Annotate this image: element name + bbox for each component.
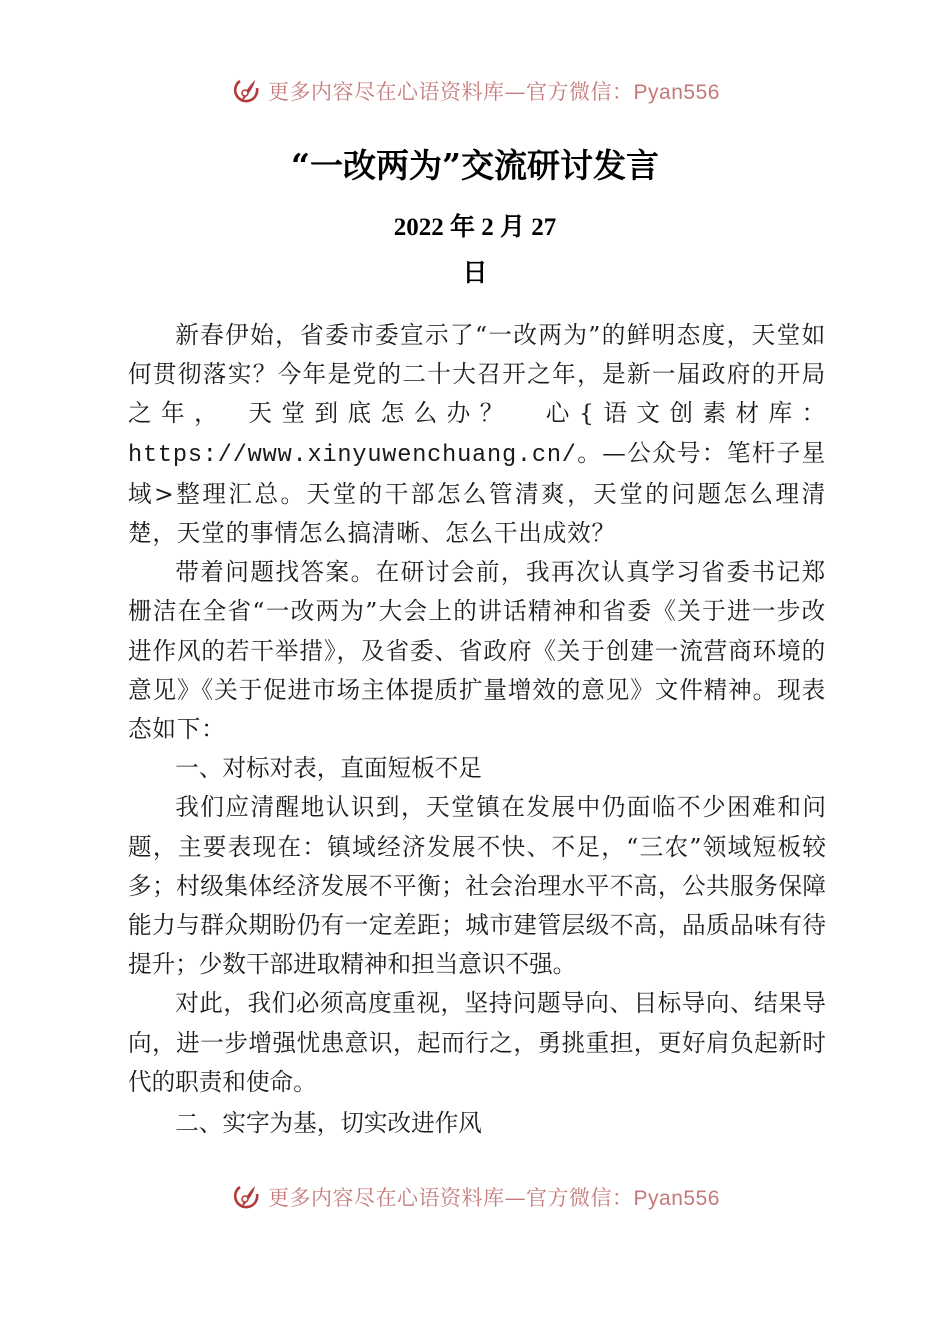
quill-pen-logo-icon [230,1180,264,1214]
document-title: “一改两为”交流研讨发言 [291,146,659,185]
paragraph-4: 对此，我们必须高度重视，坚持问题导向、目标导向、结果导向，进一步增强忧患意识，起而行之，勇挑重担，更好肩负起新时代的职责和使命。 [128,989,826,1096]
document-date: 2022 年 2 月 27 [393,214,557,241]
section-heading-2: 二、实字为基，切实改进作风 [175,1109,482,1138]
watermark-text: 更多内容尽在心语资料库—官方微信：Pyan556 [268,80,720,104]
document-date-day: 日 [462,258,488,287]
paragraph-3: 我们应清醒地认识到，天堂镇在发展中仍面临不少困难和问题，主要表现在：镇域经济发展不快、不足，“三农”领域短板较多；村级集体经济发展不平衡；社会治理水平不高，公共服务保障能力与群众期盼仍有一定差距；城市建管层级不高，品质品味有待提升；少数干部进取精神和担当意识不强。 [128,793,826,979]
section-heading-1: 一、对标对表，直面短板不足 [175,754,482,783]
watermark-text: 更多内容尽在心语资料库—官方微信：Pyan556 [268,1186,720,1210]
paragraph-2: 带着问题找答案。在研讨会前，我再次认真学习省委书记郑栅洁在全省“一改两为”大会上的讲话精神和省委《关于进一步改进作风的若干举措》，及省委、省政府《关于创建一流营商环境的意见》《关于促进市场主体提质扩量增效的意见》文件精神。现表态如下： [128,558,826,744]
quill-pen-logo-icon [230,74,264,108]
source-url: https://www.xinyuwenchuang.cn/ [128,441,577,469]
footer-watermark [0,1180,950,1214]
header-watermark [0,74,950,108]
paragraph-1: 新春伊始，省委市委宣示了“一改两为”的鲜明态度，天堂如何贯彻落实？今年是党的二十大召开之年，是新一届政府的开局之年， 天堂到底怎么办？ 心{语文创素材库：https://www.xinyuwenchuang.cn/。—公众号：笔杆子星域>整理汇总。天堂的干部怎么管清爽，天堂的问题怎么理清楚，天堂的事情怎么搞清晰、怎么干出成效？ [128,321,826,548]
document-body [128,316,826,1143]
